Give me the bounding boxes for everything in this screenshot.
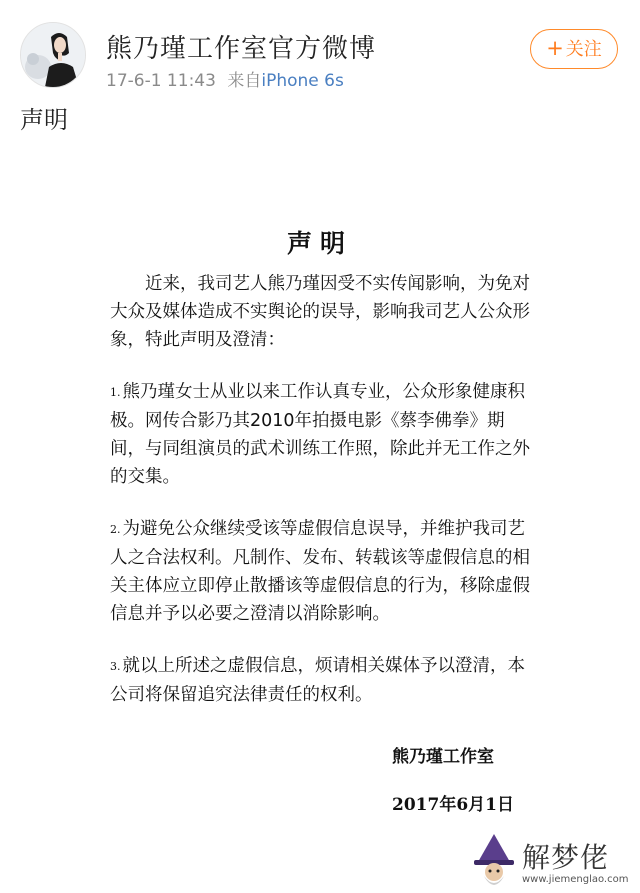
statement-item	[110, 515, 530, 628]
wizard-hat-icon	[470, 832, 518, 890]
follow-button[interactable]	[530, 29, 618, 69]
avatar[interactable]	[20, 22, 86, 88]
item-number: 2.	[110, 523, 121, 536]
post-source-device[interactable]: iPhone 6s	[261, 71, 344, 91]
post-meta	[106, 66, 344, 91]
watermark-url: www.jiemenglao.com	[522, 874, 629, 885]
post-text: 声明	[20, 106, 68, 134]
signature-org: 熊乃瑾工作室	[392, 747, 494, 767]
post-header	[0, 0, 640, 100]
statement-image[interactable]	[0, 170, 640, 893]
follow-label: 关注	[565, 39, 602, 60]
post-source-prefix: 来自	[227, 71, 262, 91]
statement-item	[110, 652, 530, 709]
item-number: 3.	[110, 660, 121, 673]
plus-icon: +	[546, 36, 564, 60]
statement-intro: 近来，我司艺人熊乃瑾因受不实传闻影响，为免对大众及媒体造成不实舆论的误导，影响我司艺人公众形象，特此声明及澄清：	[110, 274, 530, 350]
watermark-name: 解梦佬	[522, 841, 610, 874]
user-name[interactable]: 熊乃瑾工作室官方微博	[106, 34, 377, 64]
statement-title: 声明	[286, 229, 353, 258]
item-number: 1.	[110, 386, 121, 399]
statement-body	[110, 270, 530, 733]
signature-date: 2017年6月1日	[392, 795, 514, 815]
statement-item	[110, 378, 530, 491]
watermark	[470, 832, 635, 890]
post-timestamp: 17-6-1 11:43	[106, 71, 216, 91]
item-text: 熊乃瑾女士从业以来工作认真专业，公众形象健康积极。网传合影乃其2010年拍摄电影《蔡李佛拳》期间，与同组演员的武术训练工作照，除此并无工作之外的交集。	[110, 382, 530, 487]
item-text: 就以上所述之虚假信息，烦请相关媒体予以澄清，本公司将保留追究法律责任的权利。	[110, 656, 525, 705]
item-text: 为避免公众继续受该等虚假信息误导，并维护我司艺人之合法权利。凡制作、发布、转载该等虚假信息的相关主体应立即停止散播该等虚假信息的行为，移除虚假信息并予以必要之澄清以消除影响。	[110, 519, 530, 624]
avatar-photo	[21, 23, 85, 87]
